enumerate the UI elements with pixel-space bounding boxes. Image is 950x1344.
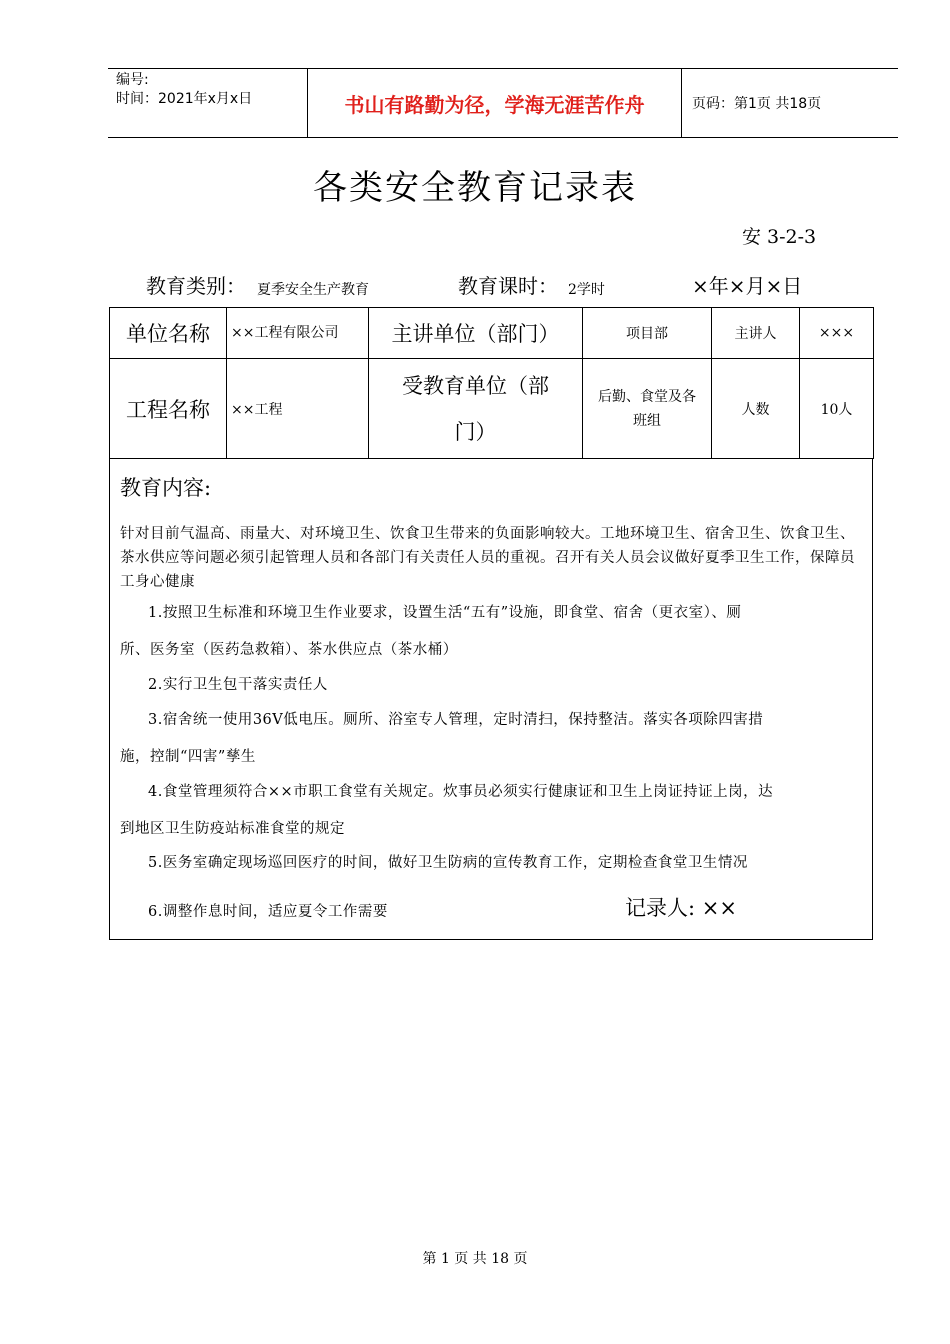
unit-name-value: ××工程有限公司 (227, 308, 369, 359)
content-item-3b: 施，控制“四害”孳生 (120, 749, 256, 765)
lecturer-value: ××× (800, 308, 874, 359)
trainee-unit-label: 受教育单位（部门） (369, 359, 583, 459)
hours-label: 教育课时： (458, 274, 558, 298)
category-value: 夏季安全生产教育 (257, 282, 369, 298)
hours-value-wrap (568, 275, 605, 299)
page-footer: 第 1 页 共 18 页 (422, 1251, 528, 1267)
lecturer-label: 主讲人 (712, 308, 800, 359)
lecturer-unit-value: 项目部 (583, 308, 712, 359)
content-item-5: 5.医务室确定现场巡回医疗的时间，做好卫生防病的宣传教育工作，定期检查食堂卫生情况 (148, 855, 748, 871)
unit-name-label: 单位名称 (110, 308, 227, 359)
content-item-1b: 所、医务室（医药急救箱）、茶水供应点（茶水桶） (120, 642, 458, 658)
record-date: ×年×月×日 (692, 274, 803, 298)
hours-value: 2学时 (568, 282, 605, 298)
content-section (109, 458, 873, 940)
page-info: 页码：第1页 共18页 (692, 96, 822, 112)
info-table (109, 307, 874, 459)
content-item-3a: 3.宿舍统一使用36V低电压。厕所、浴室专人管理，定时清扫，保持整洁。落实各项除四害措 (148, 712, 764, 728)
project-name-label: 工程名称 (110, 359, 227, 459)
header-info-cell (108, 69, 308, 137)
category-label: 教育类别： (146, 274, 246, 298)
motto: 书山有路勤为径，学海无涯苦作舟 (308, 69, 682, 137)
content-intro: 针对目前气温高、雨量大、对环境卫生、饮食卫生带来的负面影响较大。工地环境卫生、宿舍卫生、饮食卫生、茶水供应等问题必须引起管理人员和各部门有关责任人员的重视。召开有关人员会议做好夏季卫生工作，保障员工身心健康 (120, 526, 855, 590)
number-label: 编号: (116, 72, 149, 88)
content-item-2: 2.实行卫生包干落实责任人 (148, 677, 328, 693)
lecturer-unit-label: 主讲单位（部门） (369, 308, 583, 359)
content-item-1a: 1.按照卫生标准和环境卫生作业要求，设置生活“五有”设施，即食堂、宿舍（更衣室）、厕 (148, 605, 742, 621)
count-value: 10人 (800, 359, 874, 459)
content-item-6: 6.调整作息时间，适应夏令工作需要 (148, 904, 388, 920)
form-code: 安 3-2-3 (742, 226, 817, 248)
document-title: 各类安全教育记录表 (313, 168, 637, 208)
document-header (108, 68, 898, 138)
content-item-4b: 到地区卫生防疫站标准食堂的规定 (120, 821, 345, 837)
project-name-value: ××工程 (227, 359, 369, 459)
content-title: 教育内容: (120, 476, 212, 500)
table-row (110, 359, 874, 459)
recorder: 记录人: ×× (625, 896, 737, 920)
count-label: 人数 (712, 359, 800, 459)
date-label: 时间：2021年x月x日 (116, 91, 253, 107)
trainee-unit-value: 后勤、食堂及各班组 (583, 359, 712, 459)
table-row (110, 308, 874, 359)
content-item-4a: 4.食堂管理须符合××市职工食堂有关规定。炊事员必须实行健康证和卫生上岗证持证上岗，达 (148, 784, 774, 800)
category-value-wrap (257, 275, 369, 299)
